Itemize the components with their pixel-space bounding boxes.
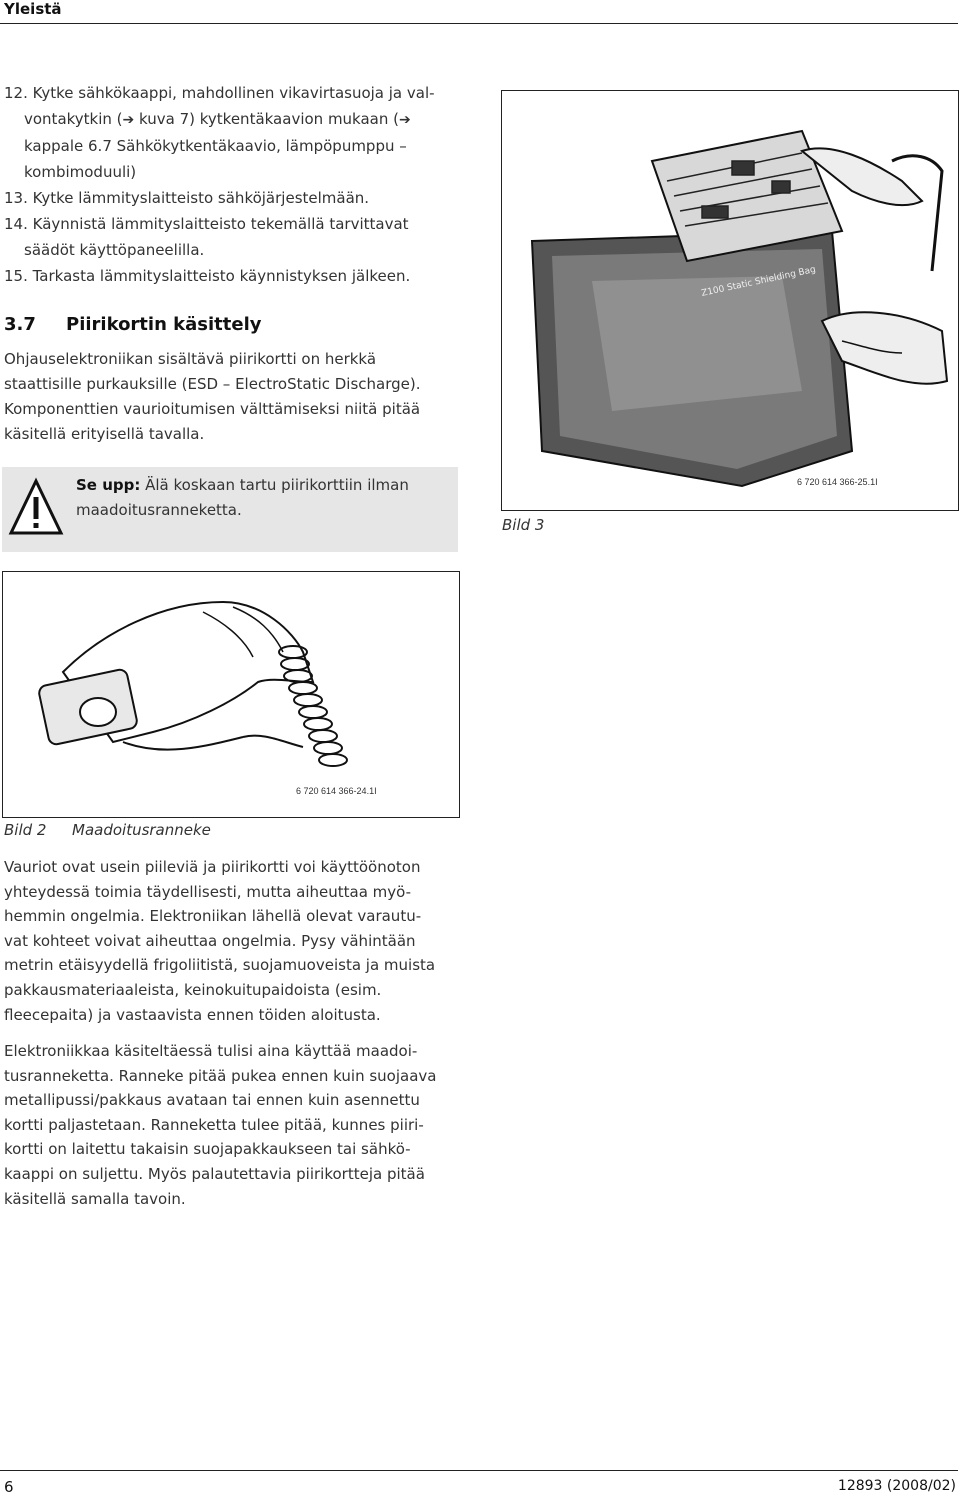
step-14-line-2: säädöt käyttöpaneelilla.: [24, 241, 205, 259]
header-divider: [0, 23, 958, 24]
paragraph-line: Elektroniikkaa käsiteltäessä tulisi aina käyttää maadoi-: [4, 1042, 418, 1060]
document-number: 12893 (2008/02): [837, 1478, 956, 1494]
step-12-line-4: kombimoduuli): [24, 163, 137, 181]
warning-label: Se upp:: [76, 476, 141, 494]
warning-text: [76, 473, 456, 523]
intro-line: staattisille purkauksille (ESD – ElectroStatic Discharge).: [4, 375, 421, 393]
intro-line: Komponenttien vaurioitumisen välttämiseksi niitä pitää: [4, 400, 421, 418]
warning-line-2: maadoitusranneketta.: [76, 501, 242, 519]
step-12-text-b: kuva 7) kytkentäkaavion mukaan (: [134, 110, 399, 128]
section-title: Piirikortin käsittely: [66, 314, 262, 335]
paragraph-line: yhteydessä toimia täydellisesti, mutta aiheuttaa myö-: [4, 882, 412, 901]
step-13: 13. Kytke lämmityslaitteisto sähköjärjestelmään.: [4, 189, 370, 207]
step-15: 15. Tarkasta lämmityslaitteisto käynnistyksen jälkeen.: [4, 267, 411, 285]
intro-line: käsitellä erityisellä tavalla.: [4, 425, 205, 443]
paragraph-line: käsitellä samalla tavoin.: [4, 1189, 186, 1208]
paragraph-line: kortti on laitettu takaisin suojapakkaukseen tai sähkö-: [4, 1140, 411, 1159]
figure-2-code: 6 720 614 366-24.1I: [296, 786, 377, 796]
intro-line: Ohjauselektroniikan sisältävä piirikortti on herkkä: [4, 350, 377, 368]
paragraph-line: kortti paljastetaan. Ranneketta tulee pitää, kunnes piiri-: [4, 1115, 424, 1134]
page-header-title: Yleistä: [4, 0, 62, 18]
paragraph-line: vat kohteet voivat aiheuttaa ongelmia. Pysy vähintään: [4, 931, 416, 950]
steps-list: [4, 80, 474, 289]
bag-label: Z100 Static Shielding Bag: [700, 264, 817, 299]
figure-3-frame: [501, 90, 959, 511]
wrist-strap-illustration: [3, 572, 459, 817]
step-12-text-a: vontakytkin (: [24, 110, 123, 128]
figure-2-frame: [2, 571, 460, 818]
step-12-line-1: 12. Kytke sähkökaappi, mahdollinen vikavirtasuoja ja val-: [4, 84, 435, 102]
figure-3-code: 6 720 614 366-25.1I: [797, 477, 878, 487]
paragraph-line: pakkausmateriaaleista, keinokuitupaidoista (esim.: [4, 980, 382, 999]
step-12-line-2: [4, 106, 474, 133]
figure-2-caption-number: Bild 2: [4, 821, 47, 839]
footer-divider: [0, 1470, 958, 1471]
figure-2-caption: [4, 821, 211, 839]
section-number: 3.7: [4, 314, 36, 335]
page-number: 6: [4, 1478, 14, 1496]
paragraph-line: kaappi on suljettu. Myös palautettavia piirikortteja pitää: [4, 1164, 425, 1183]
arrow-right-icon: ➔: [122, 112, 135, 128]
paragraph-line: Vauriot ovat usein piileviä ja piirikortti voi käyttöönoton: [4, 858, 421, 876]
paragraph-line: metrin etäisyydellä frigoliitistä, suojamuoveista ja muista: [4, 956, 436, 975]
arrow-right-icon: ➔: [399, 112, 411, 128]
circuit-board-bag-illustration: [502, 91, 958, 510]
paragraph-line: fleecepaita) ja vastaavista ennen töiden aloitusta.: [4, 1005, 381, 1024]
warning-triangle-icon: [8, 477, 64, 537]
paragraph-line: tusranneketta. Ranneke pitää pukea ennen kuin suojaava: [4, 1066, 437, 1085]
paragraph-line: metallipussi/pakkaus avataan tai ennen kuin asennettu: [4, 1091, 420, 1110]
body-paragraph-1: [4, 855, 474, 1027]
paragraph-line: hemmin ongelmia. Elektroniikan lähellä olevat varautu-: [4, 907, 422, 926]
body-paragraph-2: [4, 1039, 474, 1211]
figure-3-caption: Bild 3: [502, 516, 545, 534]
intro-paragraph: [4, 347, 474, 447]
step-12-line-3: kappale 6.7 Sähkökytkentäkaavio, lämpöpumppu –: [24, 137, 407, 155]
figure-2-caption-text: Maadoitusranneke: [72, 821, 211, 839]
step-14-line-1: 14. Käynnistä lämmityslaitteisto tekemällä tarvittavat: [4, 215, 409, 233]
section-heading: [4, 314, 262, 335]
warning-line-1: Älä koskaan tartu piirikorttiin ilman: [140, 476, 409, 494]
